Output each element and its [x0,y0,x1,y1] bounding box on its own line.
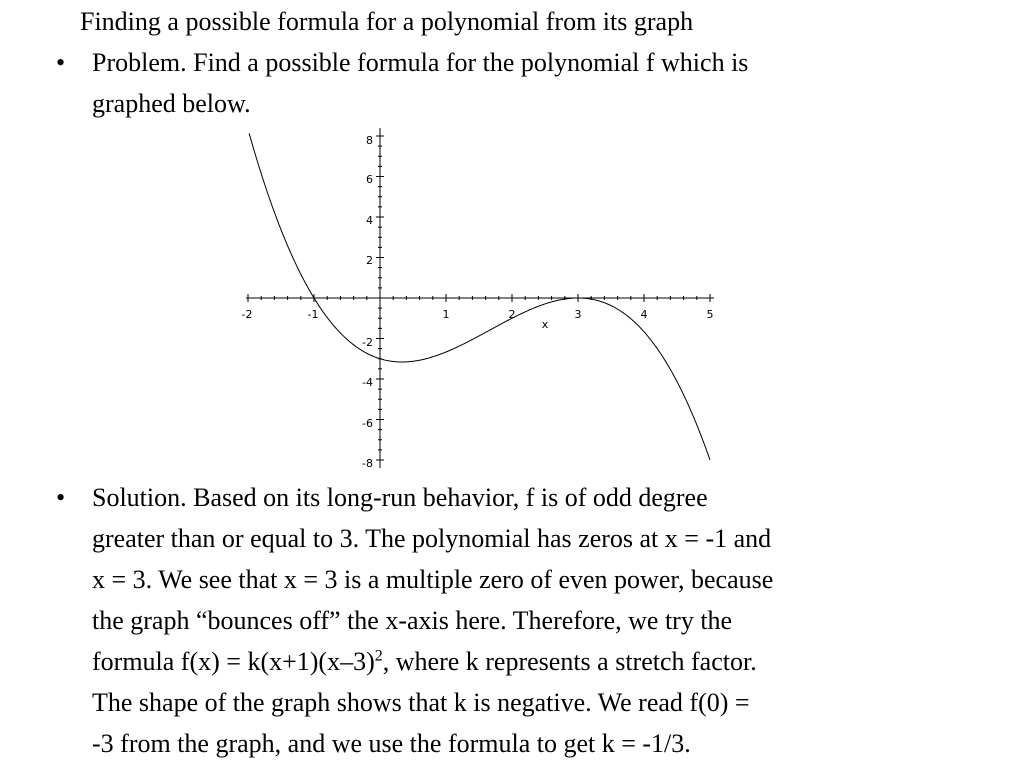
y-tick-label: -8 [362,457,373,470]
solution-line: -3 from the graph, and we use the formula to get k = -1/3. [92,729,691,758]
x-tick-label: 5 [706,308,714,321]
y-tick-label: -4 [362,376,373,389]
solution-line: the graph “bounces off” the x-axis here. Therefore, we try the [92,606,733,635]
problem-bullet [56,42,1006,132]
x-tick-label: -1 [307,308,319,321]
y-tick-label: -6 [362,417,373,430]
x-tick-label: 1 [442,308,450,321]
x-tick-label: 2 [508,308,516,321]
y-tick-label: 6 [366,173,373,186]
solution-text [92,477,1012,764]
formula-text: formula f(x) = k(x+1)(x–3) [92,647,375,676]
slide-title: Finding a possible formula for a polynomial from its graph [80,7,694,36]
solution-formula-line [92,641,1012,682]
polynomial-curve [249,133,710,460]
polynomial-graph [230,122,730,472]
solution-line: Solution. Based on its long-run behavior, f is of odd degree [92,483,708,512]
y-tick-label: 8 [366,134,373,147]
problem-line: graphed below. [92,89,251,118]
solution-line: x = 3. We see that x = 3 is a multiple zero of even power, because [92,565,774,594]
x-axis-label: x [541,318,549,331]
bullet-marker: • [56,483,66,512]
y-tick-label: 4 [366,214,373,227]
problem-line: Problem. Find a possible formula for the polynomial f which is [92,48,749,77]
x-tick-label: 3 [574,308,582,321]
solution-line: The shape of the graph shows that k is negative. We read f(0) = [92,688,750,717]
solution-line: greater than or equal to 3. The polynomial has zeros at x = -1 and [92,524,772,553]
bullet-marker: • [56,48,66,77]
problem-text [92,42,1012,124]
y-tick-label: 2 [366,254,373,267]
formula-exponent: 2 [374,647,383,665]
x-tick-label: -2 [241,308,253,321]
x-tick-label: 4 [640,308,648,321]
solution-bullet [56,477,1006,767]
formula-continuation: , where k represents a stretch factor. [382,647,757,676]
y-tick-label: -2 [362,336,373,349]
